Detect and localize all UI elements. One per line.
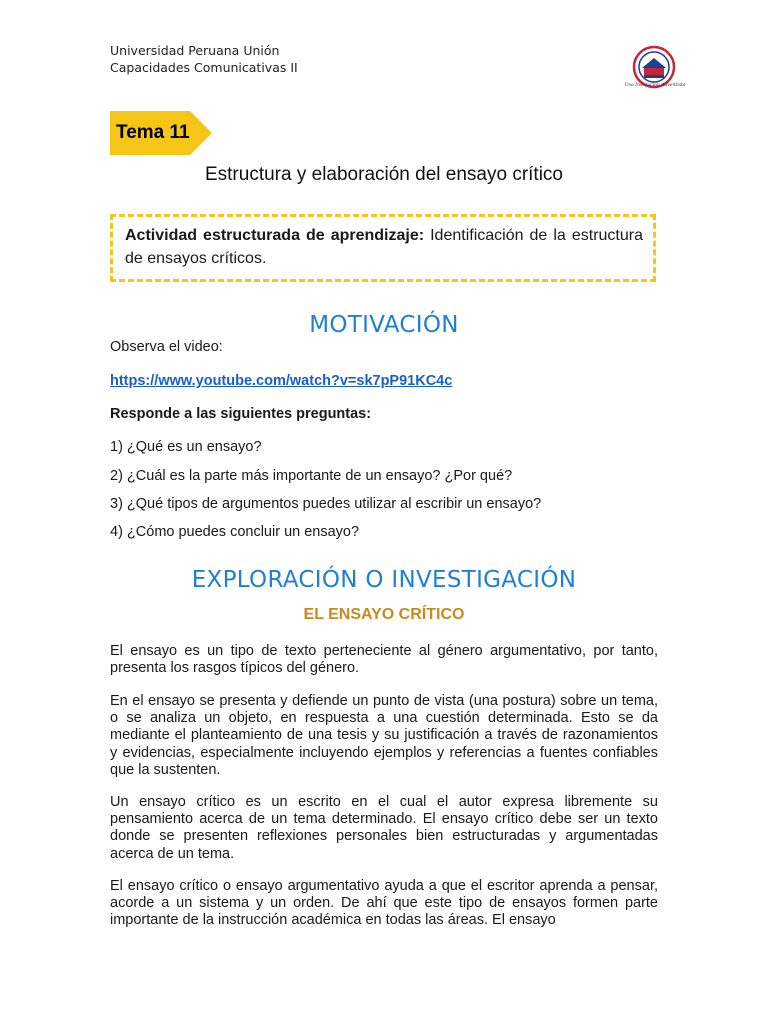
question-item: 1) ¿Qué es un ensayo? [110,439,262,455]
paragraph: Un ensayo crítico es un escrito en el cual el autor expresa libremente su pensamiento acerca de un tema determinado. El ensayo crítico debe ser un texto donde se presenten reflexiones personales bien estructuradas y argumentadas acerca de un tema. [110,794,658,862]
observe-text: Observa el video: [110,339,223,355]
page-title: Estructura y elaboración del ensayo crítico [204,164,563,185]
course-name: Capacidades Comunicativas II [110,60,298,75]
university-name: Universidad Peruana Unión [110,43,280,58]
document-header [110,42,298,76]
tema-badge [110,111,214,155]
activity-label: Actividad estructurada de aprendizaje: [125,227,425,244]
paragraph: El ensayo es un tipo de texto perteneciente al género argumentativo, por tanto, presenta los rasgos típicos del género. [110,643,658,677]
university-logo-icon [624,42,686,98]
logo-caption: Una Institución Adventista [624,83,686,88]
question-item: 4) ¿Cómo puedes concluir un ensayo? [110,524,360,540]
activity-box [110,214,656,282]
paragraph: En el ensayo se presenta y defiende un punto de vista (una postura) sobre un tema, o se analiza un objeto, en respuesta a una cuestión determinada. Esto se da mediante el planteamiento de una tesis y su justificación a través de razonamientos y evidencias, especialmente incluyendo ejemplos y referencias a fuentes confiables que la sustenten. [110,693,658,778]
question-item: 3) ¿Qué tipos de argumentos puedes utilizar al escribir un ensayo? [110,496,542,512]
video-link[interactable]: https://www.youtube.com/watch?v=sk7pP91KC4c [110,373,453,389]
motivacion-heading: MOTIVACIÓN [309,312,459,338]
tema-label: Tema 11 [116,122,190,143]
questions-heading: Responde a las siguientes preguntas: [110,406,372,422]
question-item: 2) ¿Cuál es la parte más importante de un ensayo? ¿Por qué? [110,468,513,484]
section-subtitle: EL ENSAYO CRÍTICO [303,606,465,623]
paragraph: El ensayo crítico o ensayo argumentativo ayuda a que el escritor aprenda a pensar, acorde a un sistema y un orden. De ahí que este tipo de ensayos formen parte importante de la instrucción académica en todas las áreas. El ensayo [110,878,658,929]
exploracion-heading: EXPLORACIÓN O INVESTIGACIÓN [191,567,577,593]
activity-text: Identificación de la estructura de ensayos críticos. [125,227,643,267]
